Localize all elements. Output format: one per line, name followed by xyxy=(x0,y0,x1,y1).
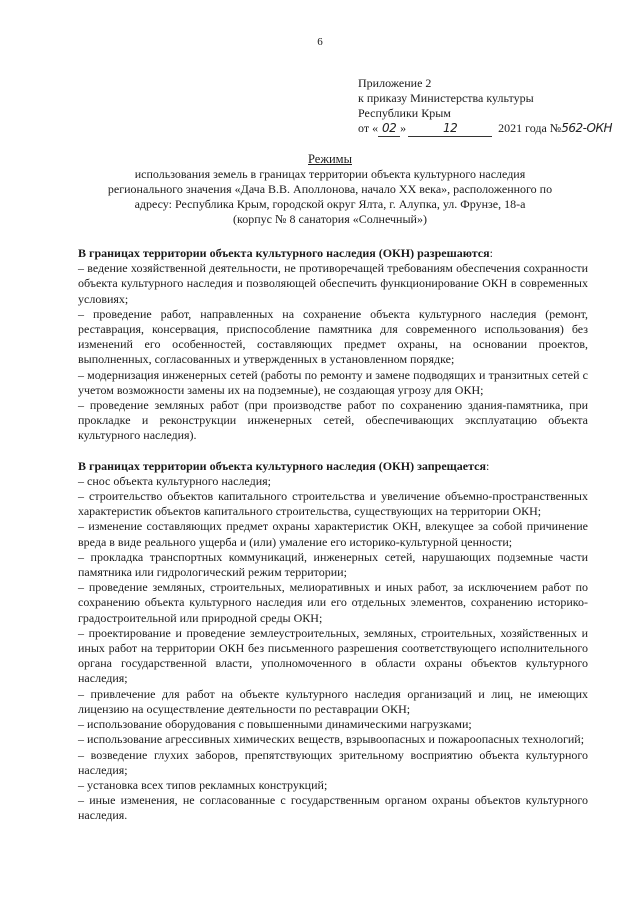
date-day-field xyxy=(378,121,400,137)
prohibited-item: – проведение земляных, строительных, мелиоративных и иных работ, за исключением работ по сохранению объекта культурного наследия или его отдельных элементов, сохранению историко-градостроительной или природной среды ОКН; xyxy=(78,580,588,625)
date-month: 12 xyxy=(442,121,458,135)
appendix-line-1: Приложение 2 xyxy=(358,76,432,90)
title-heading: Режимы xyxy=(308,152,352,166)
document-body xyxy=(78,246,588,824)
allowed-item: – ведение хозяйственной деятельности, не противоречащей требованиям обеспечения сохранности объекта культурного наследия и позволяющей обеспечить функционирование ОКН в современных условиях; xyxy=(78,261,588,306)
title-line-4: (корпус № 8 санатория «Солнечный») xyxy=(233,212,427,226)
prohibited-item: – возведение глухих заборов, препятствующих зрительному восприятию объекта культурного наследия; xyxy=(78,747,588,777)
allowed-item: – проведение работ, направленных на сохранение объекта культурного наследия (ремонт, реставрация, консервация, приспособление памятника для современного использования) без изменений его особенностей, составляющих предмет охраны, на основании проектов, выполненных, согласованных и утвержденных в установленном порядке; xyxy=(78,306,588,367)
prohibited-item: – использование оборудования с повышенными динамическими нагрузками; xyxy=(78,717,472,732)
date-mid: » xyxy=(400,121,407,135)
title-line-2: регионального значения «Дача В.В. Аполлонова, начало XX века», расположенного по xyxy=(107,182,553,196)
page-number: 6 xyxy=(317,36,323,48)
order-date-line xyxy=(358,121,628,137)
prohibited-item: – установка всех типов рекламных конструкций; xyxy=(78,777,328,792)
prohibited-item: – изменение составляющих предмет охраны характеристик ОКН, влекущее за собой причинение вреда в виде реального ущерба и (или) умаление его историко-культурной ценности; xyxy=(78,519,588,549)
allowed-item: – модернизация инженерных сетей (работы по ремонту и замене подводящих и транзитных сетей с учетом возможности замены их на подземные), не создающая угрозу для ОКН; xyxy=(78,367,588,397)
title-line-3: адресу: Республика Крым, городской округ Ялта, г. Алупка, ул. Фрунзе, 18-а xyxy=(134,197,526,211)
appendix-line-2: к приказу Министерства культуры xyxy=(358,91,534,105)
prohibited-item: – снос объекта культурного наследия; xyxy=(78,473,271,488)
prohibited-item: – привлечение для работ на объекте культурного наследия организаций и лиц, не имеющих лицензию на осуществление деятельности по реставрации ОКН; xyxy=(78,686,588,716)
prohibited-item: – проектирование и проведение землеустроительных, земляных, строительных, хозяйственных и иных работ на территории ОКН без письменного разрешения соответствующего исполнительного органа государственной власти, уполномоченного в области охраны объектов культурного наследия; xyxy=(78,625,588,686)
section-gap xyxy=(78,444,588,459)
appendix-header xyxy=(358,76,628,137)
date-prefix: от « xyxy=(358,121,379,135)
document-title xyxy=(80,152,580,227)
order-number: 562-ОКН xyxy=(561,121,612,135)
allowed-section-title: В границах территории объекта культурного наследия (ОКН) разрешаются: xyxy=(78,246,493,260)
allowed-item: – проведение земляных работ (при производстве работ по сохранению здания-памятника, при прокладке и реконструкции инженерных сетей, обеспечивающих эксплуатацию объекта культурного наследия). xyxy=(78,398,588,443)
date-day: 02 xyxy=(381,121,397,135)
allowed-title-text: В границах территории объекта культурного наследия (ОКН) разрешаются xyxy=(78,246,490,260)
prohibited-section-title: В границах территории объекта культурного наследия (ОКН) запрещается: xyxy=(78,458,490,473)
prohibited-item: – иные изменения, не согласованные с государственным органом охраны объектов культурного наследия. xyxy=(78,793,588,823)
appendix-line-3: Республики Крым xyxy=(358,106,451,120)
title-line-1: использования земель в границах территории объекта культурного наследия xyxy=(134,167,526,181)
date-month-field xyxy=(408,121,492,137)
prohibited-item: – строительство объектов капитального строительства и увеличение объемно-пространственных характеристик объектов капитального строительства, существующих на территории ОКН; xyxy=(78,489,588,519)
prohibited-item: – прокладка транспортных коммуникаций, инженерных сетей, нарушающих подземные части памятника или гидрологический режим территории; xyxy=(78,549,588,580)
prohibited-item: – использование агрессивных химических веществ, взрывоопасных и пожароопасных технологий; xyxy=(78,732,585,747)
date-suffix: 2021 года № xyxy=(498,121,562,135)
prohibited-title-text: В границах территории объекта культурного наследия (ОКН) запрещается xyxy=(78,458,486,473)
